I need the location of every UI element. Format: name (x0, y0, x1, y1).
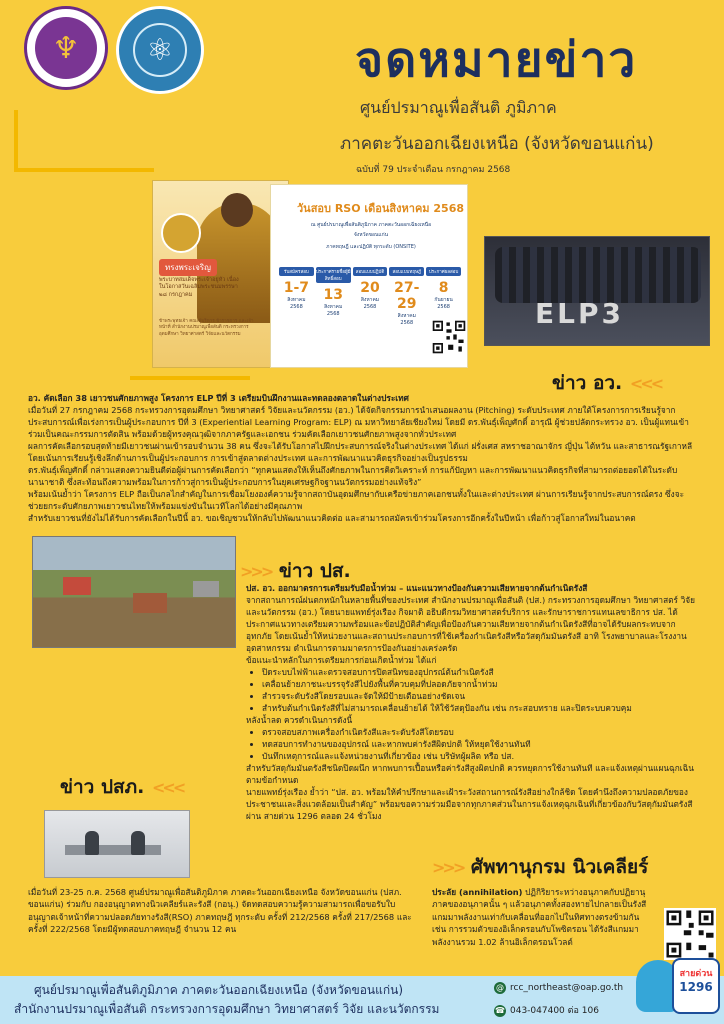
list-item: • บันทึกเหตุการณ์และแจ้งหน่วยงานที่เกี่ยวข้อง เช่น บริษัทผู้ผลิต หรือ ปส. (262, 750, 698, 762)
rso-schedule-col (279, 267, 314, 326)
rso-col-year: 2568 (400, 320, 414, 326)
section-title: ข่าว อว. (552, 372, 623, 394)
news-headline: ปส. อว. ออกมาตรการเตรียมรับมือน้ำท่วม – แนะแนวทางป้องกันความเสียหายจากต้นกำเนิดรังสี (246, 583, 588, 593)
rso-col-head: ประกาศผลสอบ (426, 267, 461, 276)
news-list (262, 666, 698, 714)
rso-col-month: สิงหาคม (360, 297, 380, 303)
issue-label: ฉบับที่ 79 ประจำเดือน กรกฎาคม 2568 (356, 165, 511, 175)
email-text: rcc_northeast@oap.go.th (510, 983, 624, 993)
rso-col-year: 2568 (326, 311, 340, 317)
rso-schedule-col (389, 267, 424, 326)
news-paragraph: สำหรับวัสดุกัมมันตรังสีชนิดปิดผนึก หากพบการเปื้อนหรือค่ารังสีสูงผิดปกติ ควรหยุดการใช้งานทันที และแจ้งเหตุผ่านแผนฉุกเฉินตามข้อกำหนด (246, 763, 694, 786)
rso-col-value: 1-7 (283, 280, 310, 296)
flood-house (63, 577, 91, 595)
news-headline: อว. คัดเลือก 38 เยาวชนศักยภาพสูง โครงการ ELP ปีที่ 3 เตรียมบินฝึกงานและทดลองตลาดในต่างประเทศ (28, 393, 409, 403)
rso-col-year: 2568 (363, 304, 377, 310)
rso-poster-line: ภาคทฤษฎี และปฏิบัติ ทุกระดับ (ONSITE) (326, 244, 416, 250)
chevron-arrows-icon: <<< (149, 778, 184, 797)
ministry-logo (24, 6, 108, 90)
section-title: ศัพทานุกรม นิวเคลียร์ (470, 856, 649, 878)
list-item: • สำรวจระดับรังสีโดยรอบและจัดให้มีป้ายเตือนอย่างชัดเจน (262, 690, 698, 702)
newsletter-title: จดหมายข่าว (355, 32, 638, 88)
news-paragraph: เมื่อวันที่ 23-25 ก.ค. 2568 ศูนย์ปรมาณูเพื่อสันติภูมิภาค ภาคตะวันออกเฉียงเหนือ จังหวัดขอนแก่น (ปสภ. ขอนแก่น) ร่วมกับ กองอนุญาตทางนิวเคลียร์และรังสี (กอนุ.) จัดทดสอบความรู้ความสามารถเพื่อขอรับใบอนุญาตเจ้าหน้าที่ความปลอดภัยทางรังสี(RSO) ภาคทฤษฎี ทุกระดับ ครั้งที่ 212/2568 ครั้งที่ 217/2568 และครั้งที่ 222/2568 โดยมีผู้ทดสอบภาคทฤษฎี จำนวน 12 คน (28, 887, 412, 935)
news-paragraph: สำหรับเยาวชนที่ยังไม่ได้รับการคัดเลือกในปีนี้ อว. ขอเชิญชวนให้กลับไปพัฒนาแนวคิดต่อ และสามารถสมัครเข้าร่วมโครงการอีกครั้งในปีหน้า เพื่อก้าวสู่โอกาสใหม่ในอนาคต (28, 513, 636, 524)
list-item: • ปิดระบบไฟฟ้าและตรวจสอบการปิดสนิทของอุปกรณ์ต้นกำเนิดรังสี (262, 666, 698, 678)
rso-exam-poster (270, 184, 468, 368)
rso-schedule-col (426, 267, 461, 326)
news-paragraph: หลังน้ำลด ควรดำเนินการดังนี้ (246, 715, 353, 726)
news-paragraph: เมื่อวันที่ 27 กรกฎาคม 2568 กระทรวงการอุดมศึกษา วิทยาศาสตร์ วิจัยและนวัตกรรม (อว.) ได้จัดกิจกรรมการนำเสนอผลงาน (Pitching) ระดับประเทศ ภายใต้โครงการการเรียนรู้จากประสบการณ์เพื่อเร่งการเป็นผู้ประกอบการ ปีที่ 3 (Experiential Learning Program: ELP) ณ มหาวิทยาลัยเชียงใหม่ โดยมี ดร.พันธุ์เพ็ญศักดิ์ อารุณี ผู้ช่วยปลัดกระทรวง อว. เป็นผู้แทนเข้าร่วมเป็นคณะกรรมการตัดสิน พร้อมด้วยผู้ทรงคุณวุฒิจากภาครัฐและเอกชน ร่วมคัดเลือกเยาวชนศักยภาพสูงจากทั่วประเทศ (28, 405, 689, 440)
footer-email[interactable] (494, 982, 623, 994)
exam-table (65, 845, 161, 855)
rso-col-year: 2568 (437, 304, 450, 310)
glossary-term: ประลัย (annihilation) (432, 887, 523, 897)
hotline-label: สายด่วน (679, 969, 713, 979)
rso-poster-line: จังหวัดขอนแก่น (353, 232, 389, 238)
rso-col-month: สิงหาคม (397, 313, 416, 319)
footer-line-1: ศูนย์ปรมาณูเพื่อสันติภูมิภาค ภาคตะวันออกเฉียงเหนือ (จังหวัดขอนแก่น) (34, 983, 403, 997)
flood-house (133, 593, 167, 613)
list-item: • ทดสอบการทำงานของอุปกรณ์ และหากพบค่ารังสีผิดปกติ ให้หยุดใช้งานทันที (262, 738, 698, 750)
rso-col-value: 13 (323, 287, 343, 303)
rso-poster-line: ณ ศูนย์ปรมาณูเพื่อสันติภูมิภาค ภาคตะวันออกเฉียงเหนือ (310, 222, 432, 228)
list-item: • ตรวจสอบสภาพเครื่องกำเนิดรังสีและระดับรังสีโดยรอบ (262, 726, 698, 738)
glossary-entry (432, 886, 656, 948)
qr-code-icon[interactable] (431, 319, 467, 355)
flood-photo (32, 536, 236, 648)
rso-col-head: รับสมัครสอบ (279, 267, 314, 276)
ministry-emblem-icon: ♆ (35, 17, 97, 79)
glossary-definition: ปฏิกิริยาระหว่างอนุภาคกับปฏิยานุภาคของอนุภาคนั้น ๆ แล้วอนุภาคทั้งสองหายไปกลายเป็นรังสีแกมมาพลังงานเท่ากับเคลื่อนที่ออกไปในทิศทางตรงข้ามกัน เช่น การรวมตัวของอิเล็กตรอนกับโพซิตรอน ได้รังสีแกมมาพลังงานรวม 1.02 ล้านอิเล็กตรอนโวลต์ (432, 887, 647, 947)
hotline-number: 1296 (679, 980, 713, 994)
newsletter-subtitle-2: ภาคตะวันออกเฉียงเหนือ (จังหวัดขอนแก่น) (340, 134, 654, 154)
rso-col-month: สิงหาคม (287, 297, 306, 303)
elp-group-photo (484, 236, 710, 346)
poster-tag: ทรงพระเจริญ (159, 259, 217, 276)
rso-schedule-col (353, 267, 388, 326)
rso-col-month: สิงหาคม (324, 304, 343, 310)
section-title: ข่าว ปส. (278, 560, 351, 582)
decor-stripe (130, 376, 250, 380)
rso-poster-title: วันสอบ RSO เดือนสิงหาคม 2568 (297, 202, 464, 215)
poster-caption: พระบาทสมเด็จพระเจ้าอยู่หัว เนื่องในโอกาสวันเฉลิมพระชนมพรรษา ๒๘ กรกฎาคม (159, 277, 239, 298)
qr-code-icon[interactable] (664, 908, 716, 960)
rso-col-value: 27-29 (394, 280, 420, 312)
email-icon: @ (496, 983, 504, 992)
phone-icon: ☎ (495, 1006, 505, 1015)
chevron-arrows-icon: <<< (627, 374, 662, 393)
footer-line-2: สำนักงานปรมาณูเพื่อสันติ กระทรวงการอุดมศึกษา วิทยาศาสตร์ วิจัย และนวัตกรรม (14, 1002, 440, 1016)
royal-birthday-poster (152, 180, 289, 368)
news-ov-article (28, 392, 698, 524)
rso-col-head: สอบแบบทฤษฎี (389, 267, 424, 276)
rso-col-head: สอบแบบปฏิบัติ (353, 267, 388, 276)
list-item: • เคลื่อนย้ายภาชนะบรรจุรังสีไปยังพื้นที่ควบคุมที่ปลอดภัยจากน้ำท่วม (262, 678, 698, 690)
news-paragraph: ข้อแนะนำหลักในการเตรียมการก่อนเกิดน้ำท่วม ได้แก่ (246, 655, 437, 666)
chevron-arrows-icon: >>> (240, 562, 274, 581)
atom-icon: ⚛ (133, 23, 187, 77)
decor-stripe (14, 168, 154, 172)
poster-caption-2: ข้าพระพุทธเจ้า คณะผู้บริหาร ข้าราชการ และเจ้าหน้าที่ สำนักงานปรมาณูเพื่อสันติ กระทรวงการอุดมศึกษา วิทยาศาสตร์ วิจัยและนวัตกรรม (159, 319, 254, 337)
portrait-head (221, 193, 253, 227)
footer-phone[interactable] (494, 1003, 599, 1017)
atoms-for-peace-logo (116, 6, 204, 94)
phone-text: 043-047400 ต่อ 106 (510, 1006, 599, 1016)
section-header-psk (60, 772, 183, 802)
news-list (262, 726, 698, 762)
hotline-badge (672, 958, 720, 1014)
rso-col-month: กันยายน (434, 297, 453, 303)
group-photo-crowd (495, 247, 701, 303)
elp-banner-text: ELP3 (535, 297, 624, 330)
rso-col-value: 8 (438, 280, 449, 296)
person-figure (85, 831, 99, 855)
news-paragraph: นายแพทย์รุ่งเรือง ย้ำว่า “ปส. อว. พร้อมให้คำปรึกษาและเฝ้าระวังสถานการณ์รังสีอย่างใกล้ชิด โดยคำนึงถึงความปลอดภัยของประชาชนและสิ่งแวดล้อมเป็นสำคัญ” พร้อมขอความร่วมมือจากทุกภาคส่วนในการแจ้งเหตุฉุกเฉินที่เกี่ยวข้องกับวัสดุกัมมันตรังสีผ่าน สายด่วน 1296 ตลอด 24 ชั่วโมง (246, 787, 693, 822)
rso-col-year: 2568 (290, 304, 303, 310)
rso-schedule-col (316, 267, 351, 326)
decor-stripe (14, 110, 18, 170)
flood-house (193, 581, 219, 597)
royal-emblem-icon (161, 213, 201, 253)
news-paragraph: ผลการคัดเลือกรอบสุดท้ายมีเยาวชนผ่านเข้ารอบจำนวน 38 คน ซึ่งจะได้รับโอกาสไปฝึกประสบการณ์จริงในต่างประเทศ ได้แก่ ฝรั่งเศส สหราชอาณาจักร ญี่ปุ่น ไต้หวัน และสาธารณรัฐเกาหลี โดยเน้นการเรียนรู้เชิงลึกด้านการเป็นผู้ประกอบการ การเข้าสู่ตลาดต่างประเทศ และการพัฒนาแนวคิดธุรกิจอย่างเป็นรูปธรรม (28, 441, 693, 464)
section-header-glossary (432, 852, 648, 882)
news-paragraph: จากสถานการณ์ฝนตกหนักในหลายพื้นที่ของประเทศ สำนักงานปรมาณูเพื่อสันติ (ปส.) กระทรวงการอุดมศึกษา วิทยาศาสตร์ วิจัยและนวัตกรรม (อว.) โดยนายแพทย์รุ่งเรือง กิจผาติ อธิบดีกรมวิทยาศาสตร์บริการ และรักษาราชการแทนเลขาธิการ ปส. ได้ประกาศแนวทางเตรียมความพร้อมและข้อปฏิบัติสำคัญเพื่อป้องกันความเสียหายจากต้นกำเนิดรังสีที่อาจได้รับผลกระทบจากอุทกภัย โดยเน้นย้ำให้หน่วยงานและสถานประกอบการที่ใช้เครื่องกำเนิดรังสีหรือวัสดุกัมมันตรังสี อาทิ โรงพยาบาลและโรงงานอุตสาหกรรม ดำเนินการตามมาตรการป้องกันอย่างเคร่งครัด (246, 595, 695, 654)
rso-col-value: 20 (360, 280, 380, 296)
news-psk-article (28, 886, 414, 936)
news-paragraph: ดร.พันธุ์เพ็ญศักดิ์ กล่าวแสดงความยินดีต่อผู้ผ่านการคัดเลือกว่า “ทุกคนแสดงให้เห็นถึงศักยภาพในการคิดวิเคราะห์ การแก้ปัญหา และการพัฒนาแนวคิดธุรกิจที่สามารถต่อยอดได้ในระดับนานาชาติ ซึ่งสะท้อนถึงความพร้อมในการก้าวสู่การเป็นผู้ประกอบการในยุคเศรษฐกิจฐานนวัตกรรมอย่างแท้จริง” (28, 465, 678, 488)
news-ps-article (246, 582, 698, 822)
chevron-arrows-icon: >>> (432, 858, 466, 877)
section-title: ข่าว ปสภ. (60, 776, 145, 798)
news-paragraph: พร้อมเน้นย้ำว่า โครงการ ELP ถือเป็นกลไกสำคัญในการเชื่อมโยงองค์ความรู้จากสถาบันอุดมศึกษากับเครือข่ายภาคเอกชนทั้งในและต่างประเทศ ผ่านการเรียนรู้จากประสบการณ์ตรง ซึ่งจะช่วยยกระดับศักยภาพเยาวชนไทยให้พร้อมแข่งขันในเวทีโลกได้อย่างมีคุณภาพ (28, 489, 685, 512)
rso-col-head: ประกาศรายชื่อผู้มีสิทธิ์สอบ (316, 267, 351, 283)
exam-room-photo (44, 810, 190, 878)
list-item: • สำหรับต้นกำเนิดรังสีที่ไม่สามารถเคลื่อนย้ายได้ ให้ใช้วัสดุป้องกัน เช่น กระสอบทราย และปิดระบบควบคุม (262, 702, 698, 714)
newsletter-subtitle-1: ศูนย์ปรมาณูเพื่อสันติ ภูมิภาค (360, 98, 557, 117)
person-figure (131, 831, 145, 855)
rso-schedule-table (279, 267, 461, 326)
